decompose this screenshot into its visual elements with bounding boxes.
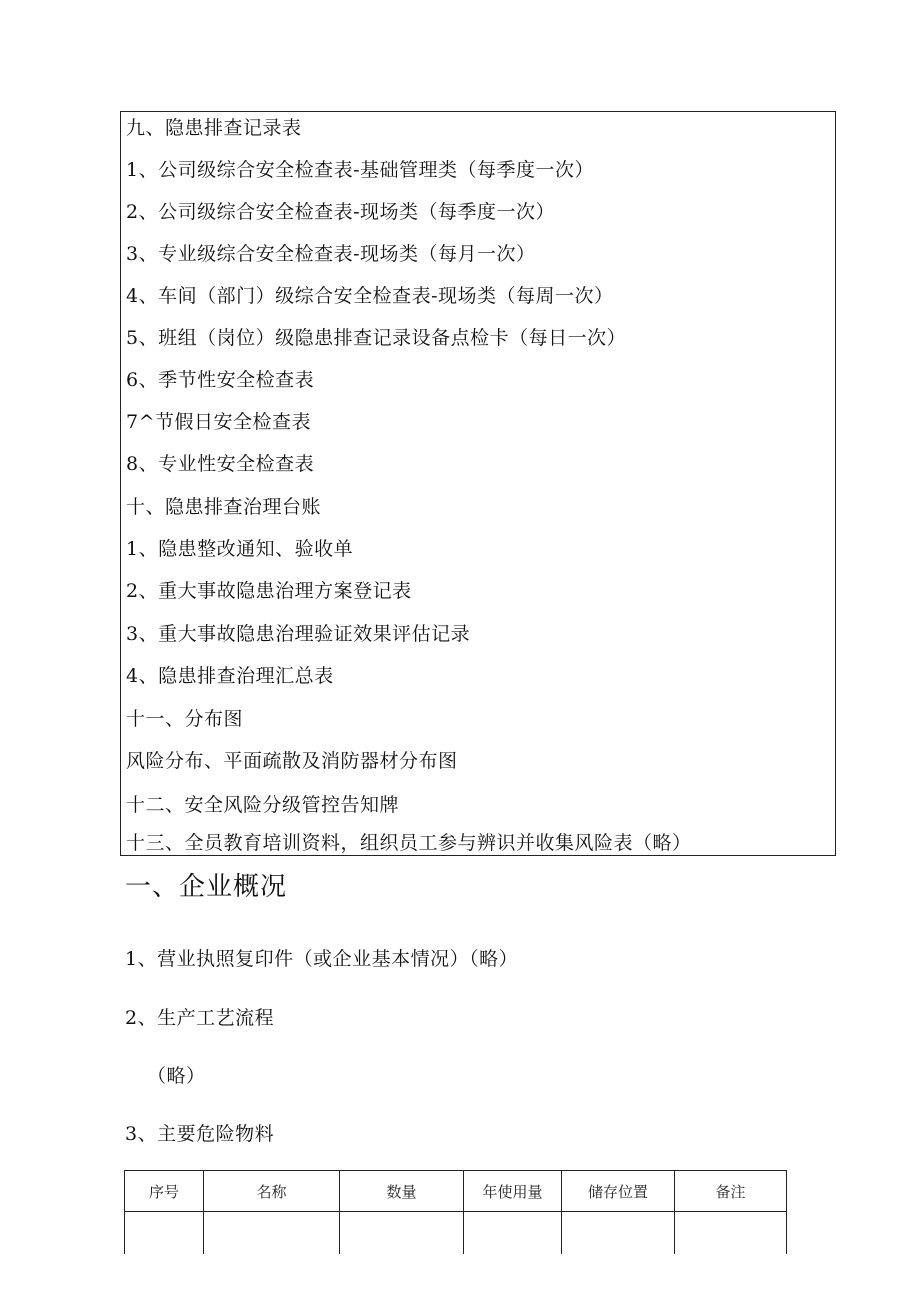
toc-item: 1、隐患整改通知、验收单 (126, 538, 354, 560)
section-item-process-note: （略） (147, 1065, 206, 1087)
section-title: 一、企业概况 (125, 872, 288, 902)
toc-heading-9: 九、隐患排查记录表 (126, 117, 302, 139)
toc-item: 6、季节性安全检查表 (126, 369, 315, 391)
header-remarks: 备注 (675, 1171, 787, 1212)
table-header-row (125, 1171, 787, 1212)
toc-item: 风险分布、平面疏散及消防器材分布图 (126, 750, 458, 772)
toc-item: 4、车间（部门）级综合安全检查表-现场类（每周一次） (126, 285, 614, 307)
header-annual-usage: 年使用量 (464, 1171, 562, 1212)
toc-heading-11: 十一、分布图 (126, 708, 244, 730)
toc-item: 8、专业性安全检查表 (126, 453, 315, 475)
header-name: 名称 (204, 1171, 340, 1212)
header-serial-number: 序号 (125, 1171, 204, 1212)
toc-heading-12: 十二、安全风险分级管控告知牌 (126, 794, 400, 816)
hazardous-materials-table (124, 1170, 787, 1261)
toc-item: 2、公司级综合安全检查表-现场类（每季度一次） (126, 201, 556, 223)
header-quantity: 数量 (340, 1171, 464, 1212)
contents-box (120, 111, 836, 856)
toc-item: 4、隐患排查治理汇总表 (126, 665, 334, 687)
toc-item: 5、班组（岗位）级隐患排查记录设备点检卡（每日一次） (126, 327, 627, 349)
toc-item: 3、重大事故隐患治理验证效果评估记录 (126, 623, 471, 645)
header-storage-location: 储存位置 (562, 1171, 675, 1212)
toc-heading-10: 十、隐患排查治理台账 (126, 496, 322, 518)
toc-heading-13: 十三、全员教育培训资料，组织员工参与辨识并收集风险表（略） (126, 832, 692, 854)
page-bottom-cutoff (0, 1254, 920, 1301)
toc-item: 1、公司级综合安全检查表-基础管理类（每季度一次） (126, 159, 595, 181)
section-item-hazardous-materials: 3、主要危险物料 (125, 1123, 275, 1145)
toc-item: 7^节假日安全检查表 (126, 411, 312, 433)
toc-item: 2、重大事故隐患治理方案登记表 (126, 580, 412, 602)
section-item-business-license: 1、营业执照复印件（或企业基本情况）（略） (125, 948, 519, 970)
toc-item: 3、专业级综合安全检查表-现场类（每月一次） (126, 243, 536, 265)
section-item-process-flow: 2、生产工艺流程 (125, 1007, 275, 1029)
